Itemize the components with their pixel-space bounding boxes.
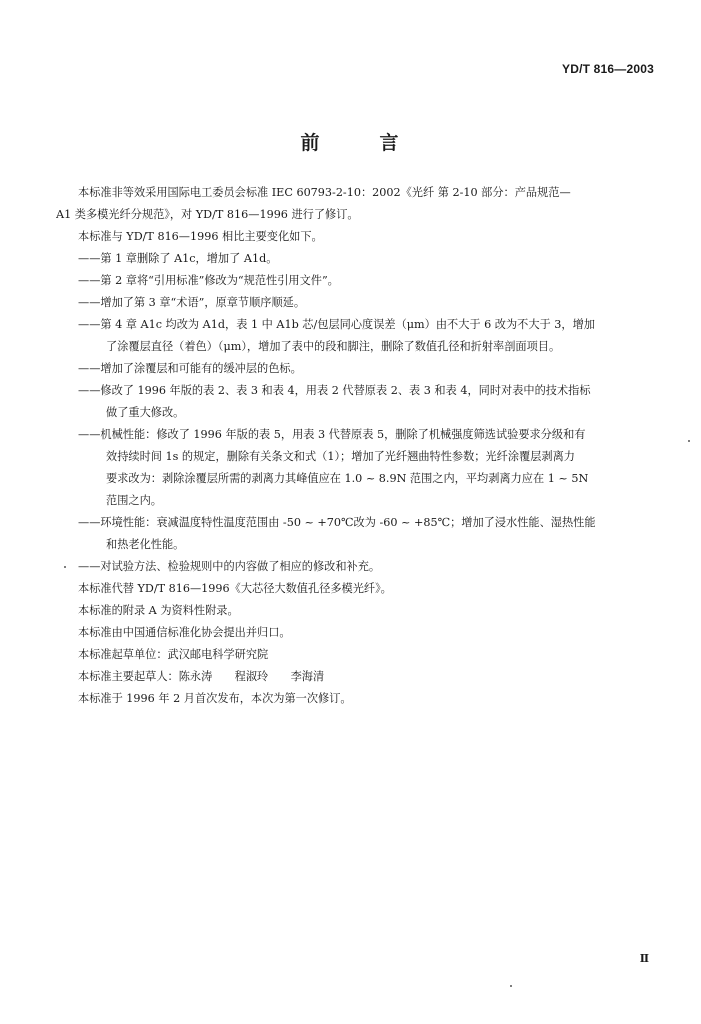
- paragraph-line: A1 类多模光纤分规范》，对 YD/T 816—1996 进行了修订。: [56, 208, 359, 221]
- page-title: [0, 128, 701, 155]
- list-item: ——机械性能：修改了 1996 年版的表 5，用表 3 代替原表 5，删除了机械强度筛选试验要求分级和有: [78, 428, 586, 441]
- paragraph-line: 本标准由中国通信标准化协会提出并归口。: [78, 626, 291, 639]
- list-item: ——增加了第 3 章“术语”，原章节顺序顺延。: [78, 296, 306, 309]
- paragraph-line: 本标准代替 YD/T 816—1996《大芯径大数值孔径多模光纤》。: [78, 582, 392, 595]
- list-item: ——修改了 1996 年版的表 2、表 3 和表 4，用表 2 代替原表 2、表 3 和表 4，同时对表中的技术指标: [78, 384, 591, 397]
- list-item-continuation: 范围之内。: [106, 494, 162, 507]
- list-item-continuation: 了涂覆层直径（着色）（μm），增加了表中的段和脚注，删除了数值孔径和折射率剖面项目。: [106, 340, 561, 353]
- document-code: YD/T 816—2003: [562, 62, 654, 76]
- list-item: ——第 2 章将“引用标准”修改为“规范性引用文件”。: [78, 274, 339, 287]
- list-item-continuation: 和热老化性能。: [106, 538, 185, 551]
- title-char-2: 言: [379, 132, 401, 154]
- list-item-continuation: 效持续时间 1s 的规定，删除有关条文和式（1）；增加了光纤翘曲特性参数；光纤涂覆层剥离力: [106, 450, 575, 463]
- list-item: ——环境性能：衰减温度特性温度范围由 -50 ~ +70℃改为 -60 ~ +85℃；增加了浸水性能、湿热性能: [78, 516, 596, 529]
- paragraph-line: 本标准与 YD/T 816—1996 相比主要变化如下。: [78, 230, 323, 243]
- list-item: ——第 1 章删除了 A1c，增加了 A1d。: [78, 252, 278, 265]
- list-item-continuation: 做了重大修改。: [106, 406, 185, 419]
- list-item-continuation: 要求改为：剥除涂覆层所需的剥离力其峰值应在 1.0 ~ 8.9N 范围之内，平均剥离力应在 1 ~ 5N: [106, 472, 589, 485]
- paragraph-line: 本标准非等效采用国际电工委员会标准 IEC 60793-2-10：2002《光纤 第 2-10 部分：产品规范—: [78, 186, 571, 199]
- scan-speck: [688, 440, 690, 442]
- paragraph-line: 本标准起草单位：武汉邮电科学研究院: [78, 648, 269, 661]
- scan-speck: [510, 985, 512, 987]
- list-item: ——第 4 章 A1c 均改为 A1d，表 1 中 A1b 芯/包层同心度误差（μm）由不大于 6 改为不大于 3，增加: [78, 318, 595, 331]
- title-char-1: 前: [300, 132, 322, 154]
- paragraph-line: 本标准于 1996 年 2 月首次发布，本次为第一次修订。: [78, 692, 352, 705]
- scan-speck: [64, 566, 66, 568]
- page-number: Ⅱ: [639, 952, 649, 965]
- paragraph-line: 本标准主要起草人：陈永涛 程淑玲 李海清: [78, 670, 325, 683]
- foreword-body: [56, 182, 656, 710]
- paragraph-line: 本标准的附录 A 为资料性附录。: [78, 604, 239, 617]
- list-item: ——增加了涂覆层和可能有的缓冲层的色标。: [78, 362, 302, 375]
- list-item: ——对试验方法、检验规则中的内容做了相应的修改和补充。: [78, 560, 381, 573]
